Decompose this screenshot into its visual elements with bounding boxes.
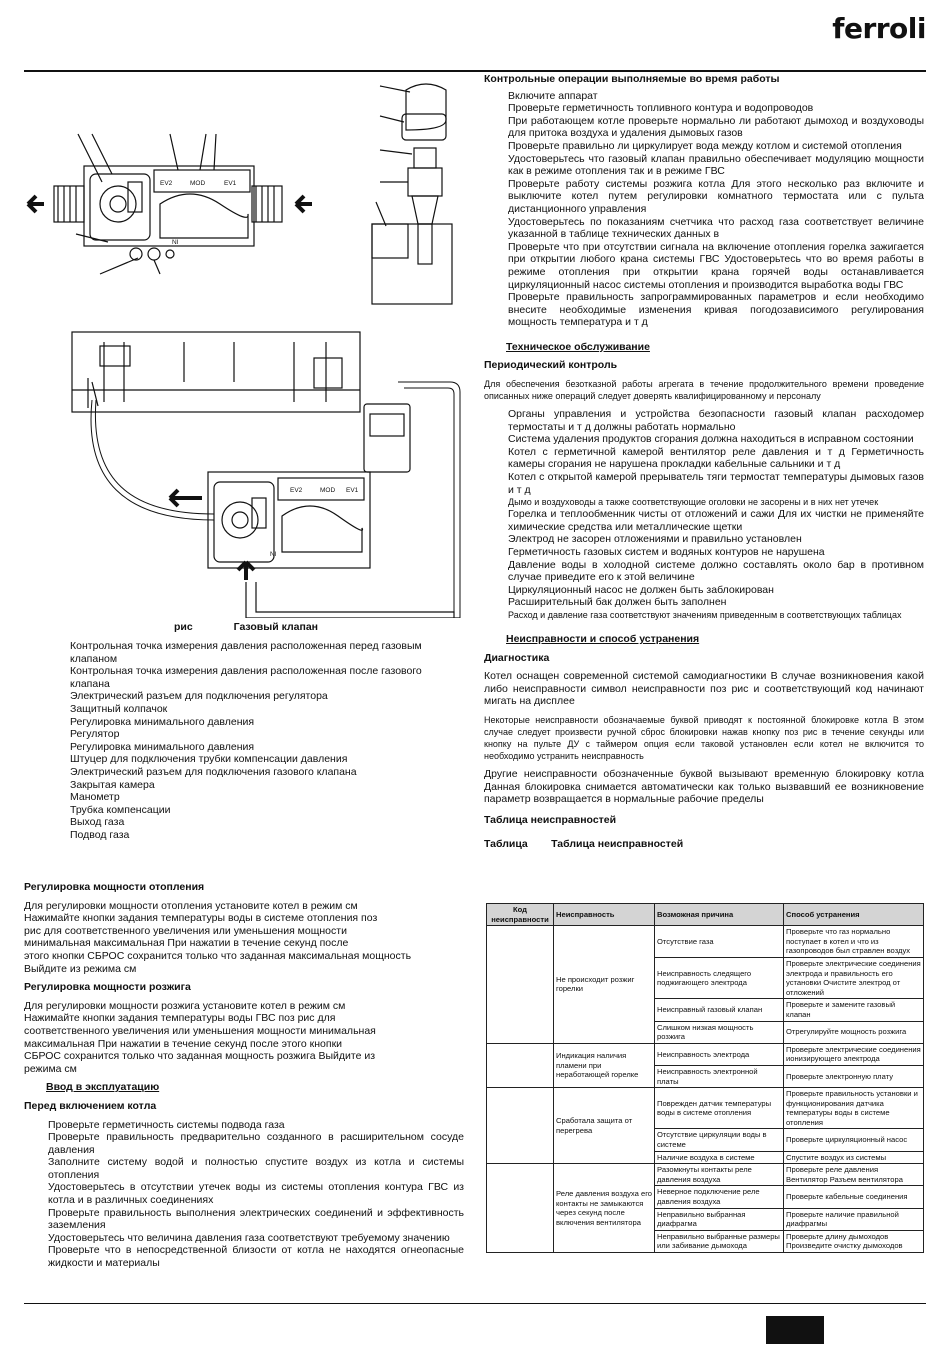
cell-fault: Не происходит розжиг горелки xyxy=(554,926,655,1044)
table-caption-prefix: Таблица xyxy=(484,838,528,851)
cell-fix: Проверьте и замените газовый клапан xyxy=(784,999,924,1021)
periodic-item: Герметичность газовых систем и водяных контуров не нарушена xyxy=(508,546,825,558)
table-row xyxy=(487,1164,924,1186)
cell-cause: Неисправность электронной платы xyxy=(655,1065,784,1087)
periodic-item: Циркуляционный насос не должен быть заблокирован xyxy=(508,583,774,596)
th-fault: Неисправность xyxy=(554,904,655,926)
control-item: Проверьте что при отсутствии сигнала на включение отопления горелка зажигается при открытии любого крана системы ГВС Удостоверьтесь что во время работы в режиме отопления при открытии крана горячей воды останавливается циркуляционный насос системы отопления и производится выработка воды ГВС xyxy=(508,240,924,291)
cell-fix: Проверьте циркуляционный насос xyxy=(784,1129,924,1151)
fault-table xyxy=(486,903,924,1253)
ignition-line: Нажимайте кнопки задания температуры воды ГВС поз рис для xyxy=(24,1012,336,1025)
page-number-box xyxy=(766,1316,824,1344)
cell-code xyxy=(487,926,554,1044)
legend-item: Электрический разъем для подключения регулятора xyxy=(70,690,328,703)
periodic-item: Расход и давление газа соответствуют значениям приведенным в соответствующих таблицах xyxy=(508,609,902,620)
table-caption xyxy=(484,838,924,851)
periodic-item: Котел с герметичной камерой вентилятор реле давления и т д Герметичность камеры сгорания не нарушена прокладки кабельные сальники и т д xyxy=(508,445,924,471)
control-item: Проверьте правильность запрограммированных параметров и если необходимо внесите необходимые изменения кривая погодозависимого регулирования мощность температура и т д xyxy=(508,291,924,329)
control-item: Проверьте герметичность топливного контура и водопроводов xyxy=(508,102,814,115)
legend-item: Выход газа xyxy=(70,816,125,829)
heading-control-ops: Контрольные операции выполняемые во время работы xyxy=(484,73,780,85)
ignition-line: СБРОС сохранится только что заданная мощность розжига Выйдите из xyxy=(24,1050,376,1063)
before-item: Проверьте правильность выполнения электрических соединений и эффективность заземления xyxy=(48,1206,464,1232)
th-code: Код неисправности xyxy=(487,904,554,926)
periodic-item: Электрод не засорен отложениями и правильно установлен xyxy=(508,533,802,546)
heading-maintenance: Техническое обслуживание xyxy=(506,340,650,353)
control-item: Проверьте работу системы розжига котла Для этого несколько раз включите и выключите котел путем регулировки комнатного термостата или с пульта дистанционного управления xyxy=(508,177,924,215)
cell-cause: Неисправный газовый клапан xyxy=(655,999,784,1021)
heading-heating-power: Регулировка мощности отопления xyxy=(24,881,205,893)
heating-line: рис для соответственного увеличения или уменьшения мощности xyxy=(24,924,347,937)
cell-fix: Проверьте наличие правильной диафрагмы xyxy=(784,1208,924,1230)
table-row xyxy=(487,1043,924,1065)
cell-code xyxy=(487,1088,554,1164)
control-item: При работающем котле проверьте нормально ли работают дымоход и воздуховоды для притока воздуха и удаления дымовых газов xyxy=(508,114,924,140)
control-item: Удостоверьтесь что газовый клапан правильно обеспечивает модуляцию мощности как в режиме отопления так и в режиме ГВС xyxy=(508,152,924,178)
cell-cause: Неправильно выбранная диафрагма xyxy=(655,1208,784,1230)
periodic-item: Давление воды в холодной системе должно составлять около бар в противном случае приведите его к этой величине xyxy=(508,558,924,584)
cell-fix: Проверьте длину дымоходов Произведите очистку дымоходов xyxy=(784,1230,924,1252)
periodic-item: Горелка и теплообменник чисты от отложений и сажи Для их чистки не применяйте химические средства или металлические щетки xyxy=(508,508,924,533)
heading-commissioning: Ввод в эксплуатацию xyxy=(46,1081,160,1094)
cell-fix: Проверьте кабельные соединения xyxy=(784,1186,924,1208)
cell-fix: Проверьте что газ нормально поступает в котел и что из газопроводов был стравлен воздух xyxy=(784,926,924,958)
legend-item: Контрольная точка измерения давления расположенная после газового клапана xyxy=(70,665,422,690)
cell-cause: Поврежден датчик температуры воды в системе отопления xyxy=(655,1088,784,1129)
legend-item: Трубка компенсации xyxy=(70,803,171,816)
cell-fix: Проверьте электрические соединения электрода и правильность его установки Очистите электрод от отложений xyxy=(784,957,924,998)
legend-item: Манометр xyxy=(70,791,120,804)
table-row xyxy=(487,926,924,958)
legend-item: Контрольная точка измерения давления расположенная перед газовым клапаном xyxy=(70,640,422,665)
figure-caption-title: Газовый клапан xyxy=(233,621,319,633)
table-caption-title: Таблица неисправностей xyxy=(551,838,684,851)
before-item: Заполните систему водой и полностью спустите воздух из котла и системы отопления xyxy=(48,1156,464,1181)
diag-paragraph: Котел оснащен современной системой самодиагностики В случае возникновения какой либо неисправности символ неисправности поз рис и соответствующий код начинают мигать на дисплее xyxy=(484,670,924,708)
th-cause: Возможная причина xyxy=(655,904,784,926)
heading-fault-table: Таблица неисправностей xyxy=(484,813,617,826)
heating-line: минимальная максимальная При нажатии в течение секунд после xyxy=(24,937,349,950)
cell-cause: Неисправность электрода xyxy=(655,1043,784,1065)
gas-valve-diagram-top xyxy=(20,74,466,314)
control-item: Включите аппарат xyxy=(508,89,598,102)
valve-label-ev1: EV1 xyxy=(224,180,237,187)
periodic-item: Система удаления продуктов сгорания должна находиться в исправном состоянии xyxy=(508,433,914,446)
bottom-rule xyxy=(24,1303,926,1304)
ignition-line: максимальная При нажатии в течение секунд после этого кнопки xyxy=(24,1037,343,1050)
control-item: Проверьте правильно ли циркулирует вода между котлом и системой отопления xyxy=(508,139,902,152)
cell-fix: Отрегулируйте мощность розжига xyxy=(784,1021,924,1043)
cell-fix: Проверьте электрические соединения ионизирующего электрода xyxy=(784,1043,924,1065)
heading-periodic: Периодический контроль xyxy=(484,359,618,372)
cell-fix: Проверьте электронную плату xyxy=(784,1065,924,1087)
brand-logo: ferroli xyxy=(832,12,926,45)
heating-line: этого кнопки СБРОС сохранится только что заданная максимальная мощность xyxy=(24,949,412,962)
cell-fault: Индикация наличия пламени при неработающей горелке xyxy=(554,1043,655,1087)
table-header-row xyxy=(487,904,924,926)
periodic-item: Котел с открытой камерой прерыватель тяги термостат температуры дымовых газов и т д xyxy=(508,471,924,496)
cell-fix: Спустите воздух из системы xyxy=(784,1151,924,1164)
before-item: Удостоверьтесь в отсутствии утечек воды из системы отопления контура ГВС из котла и в различных соединениях xyxy=(48,1181,464,1207)
cell-fix: Проверьте реле давления Вентилятор Разъем вентилятора xyxy=(784,1164,924,1186)
before-item: Проверьте герметичность системы подвода газа xyxy=(48,1118,285,1131)
valve-label-ev1-b: EV1 xyxy=(346,487,359,494)
legend-item: Штуцер для подключения трубки компенсации давления xyxy=(70,753,348,766)
figure-caption-prefix: рис xyxy=(174,621,193,633)
left-column-sections xyxy=(24,881,464,1270)
valve-label-ni: NI xyxy=(172,239,179,246)
cell-cause: Слишком низкая мощность розжига xyxy=(655,1021,784,1043)
control-item: Удостоверьтесь по показаниям счетчика что расход газа соответствует величине указанной в таблице технических данных в xyxy=(508,215,924,241)
periodic-item: Расширительный бак должен быть заполнен xyxy=(508,596,727,609)
cell-cause: Неверное подключение реле давления воздуха xyxy=(655,1186,784,1208)
valve-label-mod: MOD xyxy=(190,180,206,187)
legend-item: Регулировка минимального давления xyxy=(70,715,255,728)
cell-cause: Наличие воздуха в системе xyxy=(655,1151,784,1164)
heading-faults: Неисправности и способ устранения xyxy=(506,632,700,645)
periodic-item: Органы управления и устройства безопасности газовый клапан расходомер термостаты и т д должны работать нормально xyxy=(508,408,924,433)
right-column-sections xyxy=(484,73,924,851)
ignition-line: Для регулировки мощности розжига установите котел в режим см xyxy=(24,999,346,1012)
legend-item: Защитный колпачок xyxy=(70,702,168,715)
th-fix: Способ устранения xyxy=(784,904,924,926)
legend-item: Закрытая камера xyxy=(70,778,155,791)
heating-line: Для регулировки мощности отопления установите котел в режим см xyxy=(24,899,358,912)
cell-fault: Сработала защита от перегрева xyxy=(554,1088,655,1164)
diag-paragraph: Некоторые неисправности обозначаемые буквой приводят к постоянной блокировке котла В этом случае следует произвести ручной сброс блокировки нажав кнопку поз рис в течение секунды или кнопку на пульте ДУ с таймером опция если таковой установлен если котел не включится то необходимо устранить неисправность xyxy=(484,714,924,761)
heating-line: Выйдите из режима см xyxy=(24,962,137,975)
before-item: Проверьте что в непосредственной близости от котла не находятся огнеопасные жидкости и материалы xyxy=(48,1244,464,1270)
periodic-item: Дымо и воздуховоды а также соответствующие оголовки не засорены и в них нет утечек xyxy=(508,497,879,508)
valve-label-ev2-b: EV2 xyxy=(290,487,303,494)
diag-paragraph: Другие неисправности обозначенные буквой вызывают временную блокировку котла Данная блокировка снимается автоматически как только вызвавший ее возникновение параметр возвращается в нормальные рабочие пределы xyxy=(484,767,924,806)
top-rule xyxy=(24,70,926,72)
periodic-intro: Для обеспечения безотказной работы агрегата в течение продолжительного времени проведение описанных ниже операций следует доверять квалифицированному и персоналу xyxy=(484,379,924,402)
valve-label-mod-b: MOD xyxy=(320,487,336,494)
cell-code xyxy=(487,1164,554,1253)
heading-diagnostics: Диагностика xyxy=(484,651,550,664)
cell-fix: Проверьте правильность установки и функционирования датчика температуры воды в системе отопления xyxy=(784,1088,924,1129)
legend-item: Подвод газа xyxy=(70,828,130,841)
ignition-line: режима см xyxy=(24,1062,77,1075)
table-row xyxy=(487,1088,924,1129)
cell-fault: Реле давления воздуха его контакты не замыкаются через секунд после включения вентилятора xyxy=(554,1164,655,1253)
heading-ignition-power: Регулировка мощности розжига xyxy=(24,981,191,994)
cell-cause: Отсутствие газа xyxy=(655,926,784,958)
valve-label-ev2: EV2 xyxy=(160,180,173,187)
before-item: Проверьте правильность предварительно созданного в расширительном сосуде давления xyxy=(48,1131,464,1156)
cell-code xyxy=(487,1043,554,1087)
valve-label-ni-b: NI xyxy=(270,551,277,558)
ignition-line: соответственного увеличения или уменьшения мощности минимальная xyxy=(24,1024,376,1037)
heating-line: Нажимайте кнопки задания температуры воды в системе отопления поз xyxy=(24,912,378,925)
legend-item: Электрический разъем для подключения газового клапана xyxy=(70,765,357,778)
figure-legend xyxy=(24,640,464,842)
heading-before-start: Перед включением котла xyxy=(24,1099,157,1112)
before-item: Удостоверьтесь что величина давления газа соответствуют требуемому значению xyxy=(48,1231,450,1244)
cell-cause: Неправильно выбранные размеры или забивание дымохода xyxy=(655,1230,784,1252)
gas-valve-diagram-bottom xyxy=(64,330,468,618)
cell-cause: Разомкнуты контакты реле давления воздуха xyxy=(655,1164,784,1186)
figure-caption xyxy=(174,621,356,633)
legend-item: Регулятор xyxy=(70,728,120,741)
legend-item: Регулировка минимального давления xyxy=(70,740,255,753)
cell-cause: Отсутствие циркуляции воды в системе xyxy=(655,1129,784,1151)
cell-cause: Неисправность следящего поджигающего электрода xyxy=(655,957,784,998)
